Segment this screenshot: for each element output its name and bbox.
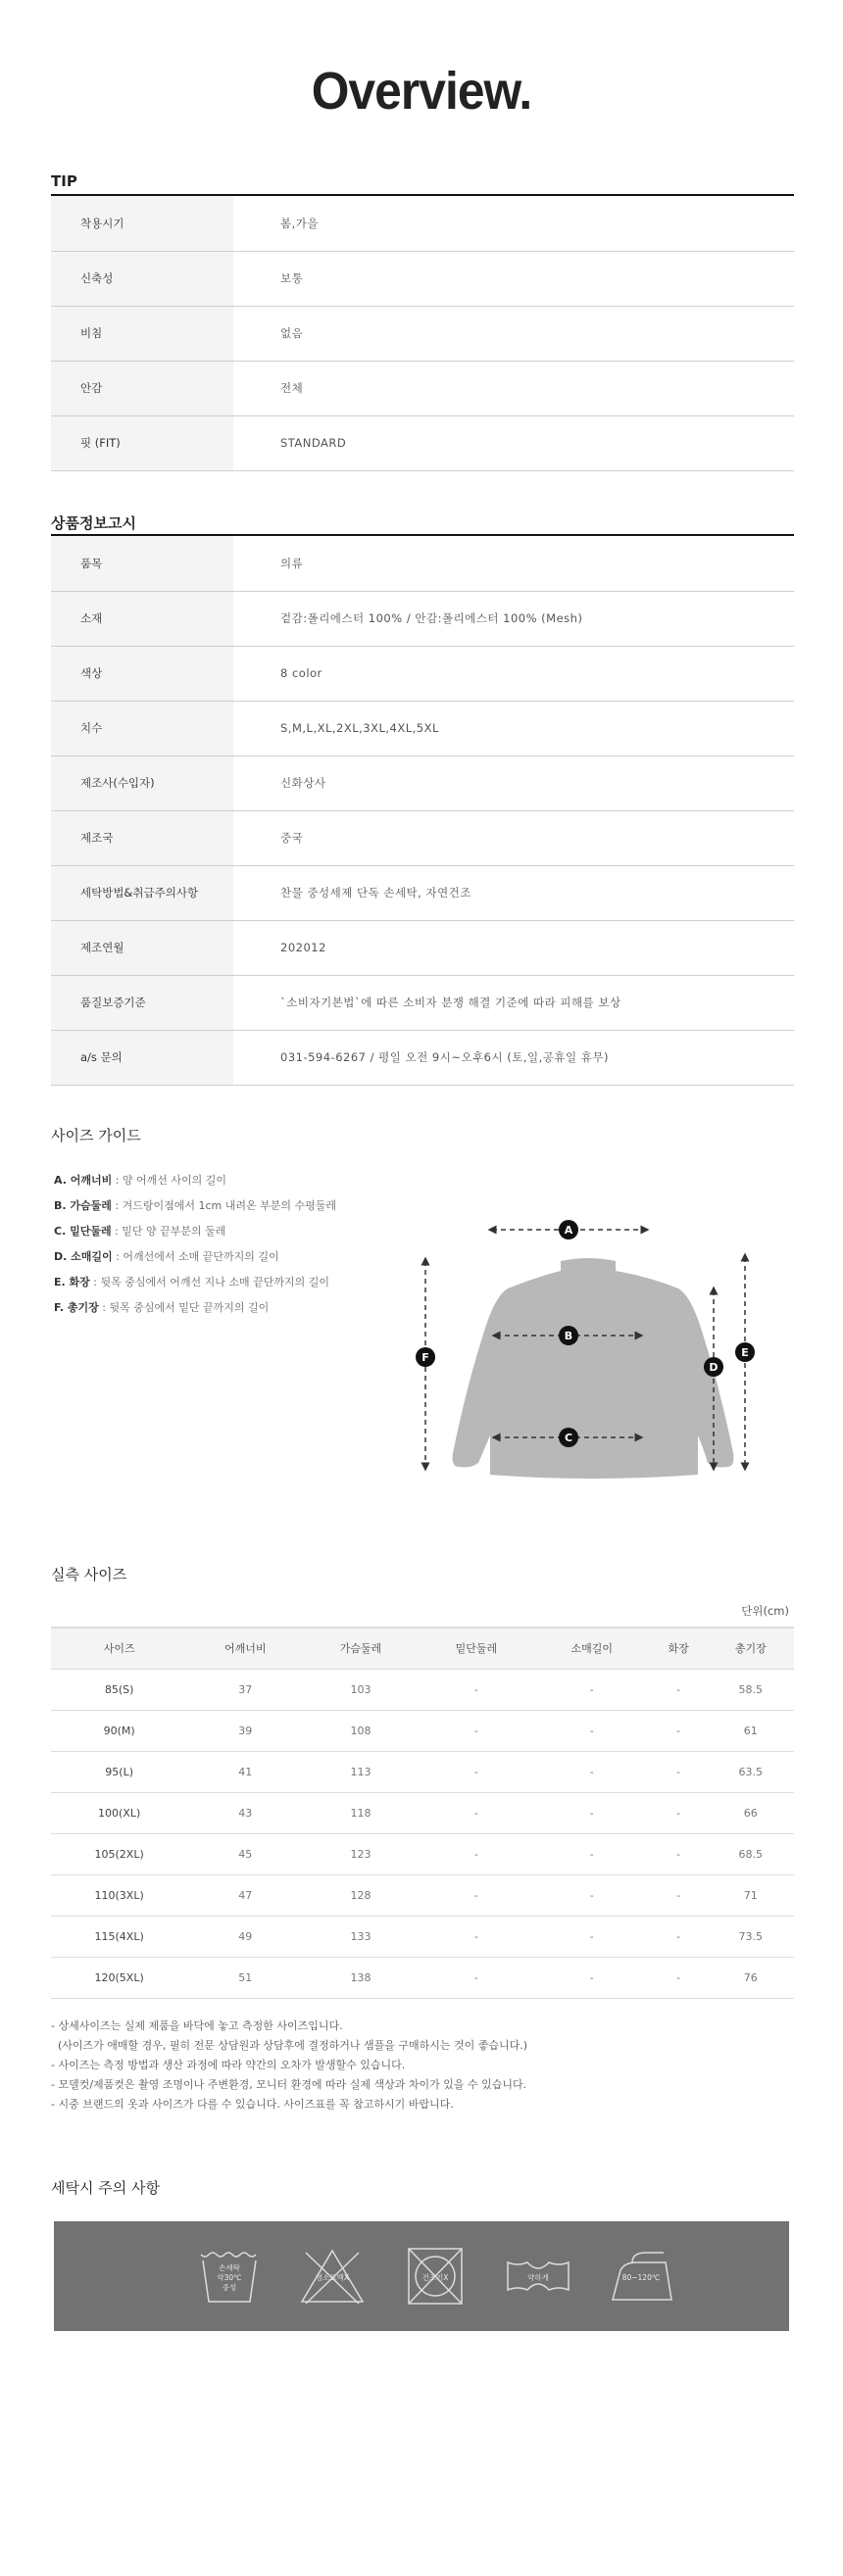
notice-value: 8 color [233,646,794,701]
size-guide-item [54,1270,336,1295]
care-label: 건조기X [422,2273,449,2282]
measure-cell: 63.5 [708,1751,794,1792]
measure-cell: 113 [303,1751,419,1792]
size-cell: 90(M) [51,1710,187,1751]
measure-cell: - [650,1710,708,1751]
measure-cell: - [419,1957,534,1998]
measure-cell: 73.5 [708,1916,794,1957]
notice-value: `소비자기본법`에 따른 소비자 분쟁 해결 기준에 따라 피해를 보상 [233,975,794,1030]
size-guide-item [54,1244,336,1270]
note-line: - 모델컷/제품컷은 촬영 조명이나 주변환경, 모니터 환경에 따라 실제 색상과 차이가 있을 수 있습니다. [51,2078,527,2091]
size-guide-label: F. 총기장 [54,1301,99,1314]
no-tumble-dry-icon [397,2241,473,2311]
size-cell: 85(S) [51,1669,187,1710]
marker-d-label: D [709,1361,719,1374]
measure-cell: 43 [187,1792,303,1833]
column-header: 사이즈 [51,1628,187,1669]
overview-title: Overview. [311,62,532,121]
size-cell: 95(L) [51,1751,187,1792]
tip-value: STANDARD [233,415,794,470]
measure-cell: - [650,1833,708,1874]
notice-key: 색상 [51,646,233,701]
unit-label: 단위(cm) [741,1604,789,1618]
measure-cell: - [419,1916,534,1957]
tip-key: 핏 (FIT) [51,415,233,470]
measure-cell: 68.5 [708,1833,794,1874]
column-header: 소매길이 [534,1628,650,1669]
measure-cell: - [650,1792,708,1833]
tip-key: 착용시기 [51,196,233,251]
notice-row [51,1030,794,1085]
iron-low-icon [603,2241,679,2311]
measure-cell: 39 [187,1710,303,1751]
measure-cell: - [419,1751,534,1792]
care-section-title: 세탁시 주의 사항 [51,2179,160,2197]
size-guide-label: D. 소매길이 [54,1250,113,1263]
notice-row [51,701,794,755]
hand-wash-icon [191,2241,268,2311]
marker-c-label: C [564,1432,573,1444]
measure-cell: 49 [187,1916,303,1957]
note-line: (사이즈가 애매할 경우, 필히 전문 상담원과 상담후에 결정하거나 샘플을 구매하시는 것이 좋습니다.) [51,2039,528,2052]
marker-f-label: F [422,1351,429,1364]
measure-cell: - [419,1833,534,1874]
size-guide-item [54,1219,336,1244]
measure-cell: - [534,1710,650,1751]
tip-row [51,361,794,415]
notice-key: 제조연월 [51,920,233,975]
size-guide-label: C. 밑단둘레 [54,1225,112,1238]
column-header: 가슴둘레 [303,1628,419,1669]
size-guide-desc: : 뒷목 중심에서 밑단 끝까지의 길이 [98,1301,270,1314]
measure-cell: 41 [187,1751,303,1792]
notice-key: 품질보증기준 [51,975,233,1030]
notice-value: 신화상사 [233,755,794,810]
size-guide-item [54,1295,336,1321]
measured-size-title: 실측 사이즈 [51,1566,127,1583]
notice-table [51,536,794,1086]
notice-row [51,865,794,920]
tip-section-title: TIP [51,172,77,190]
measure-cell: - [534,1957,650,1998]
tip-value: 전체 [233,361,794,415]
care-label: 중성 [222,2283,237,2292]
measure-cell: - [650,1751,708,1792]
notice-row [51,536,794,591]
notice-section-title: 상품정보고시 [51,514,136,532]
tip-key: 신축성 [51,251,233,306]
measure-cell: - [419,1874,534,1916]
notice-value: 겉감:폴리에스터 100% / 안감:폴리에스터 100% (Mesh) [233,591,794,646]
measure-cell: 123 [303,1833,419,1874]
wring-gently-icon [500,2241,576,2311]
tip-row [51,415,794,470]
size-guide-desc: : 밑단 양 끝부분의 둘레 [111,1225,226,1238]
size-guide-desc: : 어깨선에서 소매 끝단까지의 길이 [112,1250,279,1263]
measure-cell: - [534,1874,650,1916]
size-cell: 115(4XL) [51,1916,187,1957]
size-guide-label: A. 어깨너비 [54,1174,113,1187]
note-line: - 상세사이즈는 실제 제품을 바닥에 놓고 측정한 사이즈입니다. [51,2019,343,2032]
table-row [51,1669,794,1710]
table-header-row [51,1628,794,1669]
marker-e-label: E [741,1346,749,1359]
notice-key: 품목 [51,536,233,591]
table-row [51,1751,794,1792]
measure-cell: - [534,1833,650,1874]
size-guide-item [54,1193,336,1219]
measure-cell: 118 [303,1792,419,1833]
tip-key: 비침 [51,306,233,361]
column-header: 어깨너비 [187,1628,303,1669]
measure-cell: - [419,1792,534,1833]
care-label: 80~120℃ [621,2273,661,2282]
notice-key: a/s 문의 [51,1030,233,1085]
size-guide-label: E. 화장 [54,1276,90,1288]
size-cell: 100(XL) [51,1792,187,1833]
tip-row [51,306,794,361]
notice-value: 의류 [233,536,794,591]
size-guide-label: B. 가슴둘레 [54,1199,112,1212]
notice-row [51,755,794,810]
table-row [51,1792,794,1833]
measure-cell: - [650,1669,708,1710]
size-guide-item [54,1168,336,1193]
notice-key: 제조국 [51,810,233,865]
notice-value: 031-594-6267 / 평일 오전 9시~오후6시 (토,일,공휴일 휴무) [233,1030,794,1085]
notice-row [51,920,794,975]
size-cell: 105(2XL) [51,1833,187,1874]
measure-cell: - [650,1957,708,1998]
notice-key: 치수 [51,701,233,755]
care-label: 약하게 [527,2273,549,2282]
measure-cell: - [650,1916,708,1957]
measure-cell: 37 [187,1669,303,1710]
column-header: 총기장 [708,1628,794,1669]
measure-cell: 61 [708,1710,794,1751]
notice-row [51,646,794,701]
measure-cell: 138 [303,1957,419,1998]
notice-value: S,M,L,XL,2XL,3XL,4XL,5XL [233,701,794,755]
measured-size-table [51,1627,794,1999]
table-row [51,1833,794,1874]
measure-cell: - [534,1669,650,1710]
tip-table [51,196,794,471]
measure-cell: - [534,1792,650,1833]
notice-value: 202012 [233,920,794,975]
measure-cell: 51 [187,1957,303,1998]
size-guide-title: 사이즈 가이드 [51,1127,141,1144]
tip-key: 안감 [51,361,233,415]
size-guide-desc: : 겨드랑이점에서 1cm 내려온 부분의 수평둘레 [111,1199,336,1212]
size-guide-list [54,1168,336,1321]
measure-cell: - [419,1710,534,1751]
no-bleach-icon [294,2241,371,2311]
tip-value: 봄,가을 [233,196,794,251]
care-label: 손세탁 [219,2263,240,2272]
tip-row [51,251,794,306]
measure-cell: 133 [303,1916,419,1957]
tip-row [51,196,794,251]
marker-b-label: B [564,1330,573,1342]
notice-key: 제조사(수입자) [51,755,233,810]
note-line: - 사이즈는 측정 방법과 생산 과정에 따라 약간의 오차가 발생할수 있습니다. [51,2059,406,2071]
measure-cell: 47 [187,1874,303,1916]
table-row [51,1874,794,1916]
size-notes [51,2017,527,2114]
measure-cell: 66 [708,1792,794,1833]
notice-row [51,591,794,646]
notice-key: 소재 [51,591,233,646]
care-icons-panel [54,2221,789,2331]
care-label: 약30℃ [217,2273,242,2282]
measure-cell: 45 [187,1833,303,1874]
measure-cell: 103 [303,1669,419,1710]
size-cell: 110(3XL) [51,1874,187,1916]
notice-value: 찬물 중성세제 단독 손세탁, 자연건조 [233,865,794,920]
notice-row [51,975,794,1030]
measure-cell: - [650,1874,708,1916]
size-guide-desc: : 양 어깨선 사이의 길이 [112,1174,227,1187]
measure-cell: 76 [708,1957,794,1998]
table-row [51,1957,794,1998]
jacket-diagram [392,1210,784,1504]
notice-key: 세탁방법&취급주의사항 [51,865,233,920]
column-header: 밑단둘레 [419,1628,534,1669]
table-row [51,1710,794,1751]
measure-cell: - [534,1916,650,1957]
size-guide-desc: : 뒷목 중심에서 어깨선 지나 소매 끝단까지의 길이 [89,1276,329,1288]
measure-cell: 71 [708,1874,794,1916]
column-header: 화장 [650,1628,708,1669]
notice-row [51,810,794,865]
measure-cell: - [419,1669,534,1710]
notice-value: 중국 [233,810,794,865]
care-label: 염소표백X [315,2273,350,2282]
tip-value: 보통 [233,251,794,306]
size-cell: 120(5XL) [51,1957,187,1998]
measure-cell: - [534,1751,650,1792]
table-row [51,1916,794,1957]
marker-a-label: A [564,1224,573,1237]
jacket-silhouette [453,1258,734,1479]
measure-cell: 128 [303,1874,419,1916]
measure-cell: 58.5 [708,1669,794,1710]
note-line: - 시중 브랜드의 옷과 사이즈가 다를 수 있습니다. 사이즈표를 꼭 참고하시기 바랍니다. [51,2098,454,2111]
tip-value: 없음 [233,306,794,361]
measure-cell: 108 [303,1710,419,1751]
